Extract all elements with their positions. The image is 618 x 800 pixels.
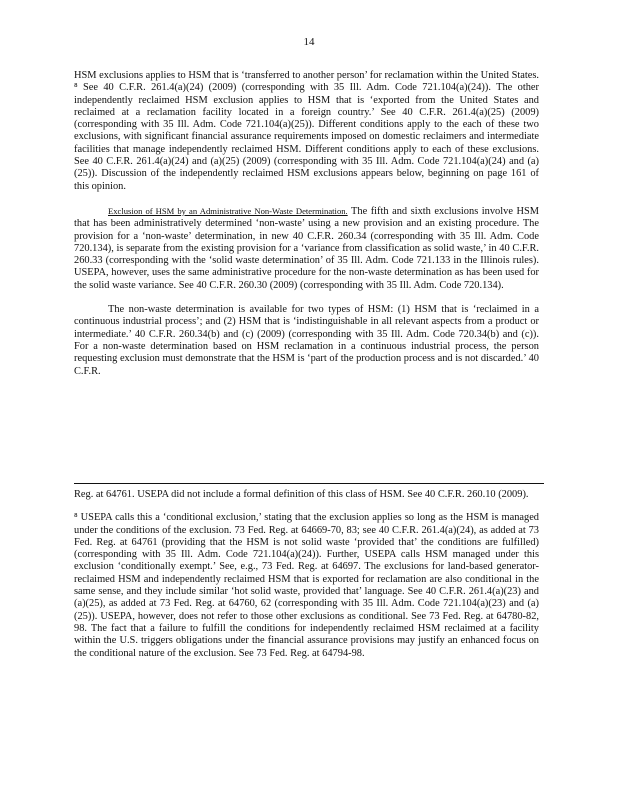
body-text: [74, 70, 539, 378]
page-number: 14: [303, 36, 315, 48]
section-heading: Exclusion of HSM by an Administrative Non-Waste Determination.: [108, 205, 348, 216]
paragraph: HSM exclusions applies to HSM that is ‘transferred to another person’ for reclamation within the United States. ⁸ See 40 C.F.R. 261.4(a)(24) (2009) (corresponding with 35 Ill. Adm. Code 721.104(a)(24)). The other independently reclaimed HSM exclusion applies to HSM that is ‘exported from the United States and reclaimed at a reclamation facility located in a foreign country.’ See 40 C.F.R. 261.4(a)(25) (2009) (corresponding with 35 Ill. Adm. Code 721.104(a)(25)). Different conditions apply to the each of these two exclusions, with significant financial assurance requirements imposed on domestic reclaimers and intermediate facilities that manage independently reclaimed HSM. Different conditions apply to each of these exclusions. See 40 C.F.R. 261.4(a)(24) and (a)(25) (2009) (corresponding with 35 Ill. Adm. Code 721.104(a)(24) and (a)(25)). Discussion of the independently reclaimed HSM exclusions appears below, beginning on page 161 of this opinion.: [74, 70, 539, 192]
footnote-continuation: Reg. at 64761. USEPA did not include a formal definition of this class of HSM. See 40 C.F.R. 260.10 (2009).: [74, 489, 529, 500]
paragraph-text: The fifth and sixth exclusions involve HSM that has been administratively determined ‘non-waste’ using a new provision and an existing procedure. The provision for a ‘non-waste’ determination, in new 40 C.F.R. 260.34 (corresponding with 35 Ill. Adm. Code 720.134), is separate from the existing provision for a ‘variance from classification as solid waste,’ in 40 C.F.R. 260.33 (corresponding with the ‘solid waste determination’ of 35 Ill. Adm. Code 721.133 in the Illinois rules). USEPA, however, uses the same administrative procedure for the non-waste determination as has been used for the solid waste variance. See 40 C.F.R. 260.30 (2009) (corresponding with 35 Ill. Adm. Code 720.134).: [74, 205, 539, 291]
footnote: ⁸ USEPA calls this a ‘conditional exclusion,’ stating that the exclusion applies so long as the HSM is managed under the conditions of the exclusion. 73 Fed. Reg. at 64669-70, 83; see 40 C.F.R. 261.4(a)(24), as added at 73 Fed. Reg. at 64761 (providing that the HSM is not solid waste ‘provided that’ the conditions are fulfilled) (corresponding with 35 Ill. Adm. Code 721.104(a)(24)). Further, USEPA calls HSM managed under this exclusion ‘conditionally exempt.’ See, e.g., 73 Fed. Reg. at 64697. The exclusions for land-based generator-reclaimed HSM and independently reclaimed HSM that is exported for reclamation are also conditional in the same sense, and they include similar ‘hot solid waste, provided that’ language. See 40 C.F.R. 261.4(a)(23) and (a)(25), as added at 73 Fed. Reg. at 64760, 62 (corresponding with 35 Ill. Adm. Code 721.104(a)(23) and (a)(25)). USEPA, however, does not refer to those other exclusions as conditional. See 73 Fed. Reg. at 64780-82, 98. The fact that a failure to fulfill the conditions for independently reclaimed HSM reclaimed at a facility within the U.S. triggers obligations under the financial assurance provisions may justify an enhanced focus on the conditional nature of the exclusion. See 73 Fed. Reg. at 64794-98.: [74, 512, 539, 659]
footnotes: [74, 489, 539, 660]
paragraph-with-heading: [74, 205, 539, 292]
footnote-separator: [74, 483, 544, 484]
paragraph: The non-waste determination is available for two types of HSM: (1) HSM that is ‘reclaimed in a continuous industrial process’; and (2) HSM that is ‘indistinguishable in all relevant aspects from a product or intermediate.’ 40 C.F.R. 260.34(b) and (c) (2009) (corresponding with 35 Ill. Adm. Code 720.34(b) and (c)). For a non-waste determination based on HSM reclamation in a continuous industrial process, the person requesting exclusion must demonstrate that the HSM is ‘part of the production process and is not discarded.’ 40 C.F.R.: [74, 304, 539, 377]
